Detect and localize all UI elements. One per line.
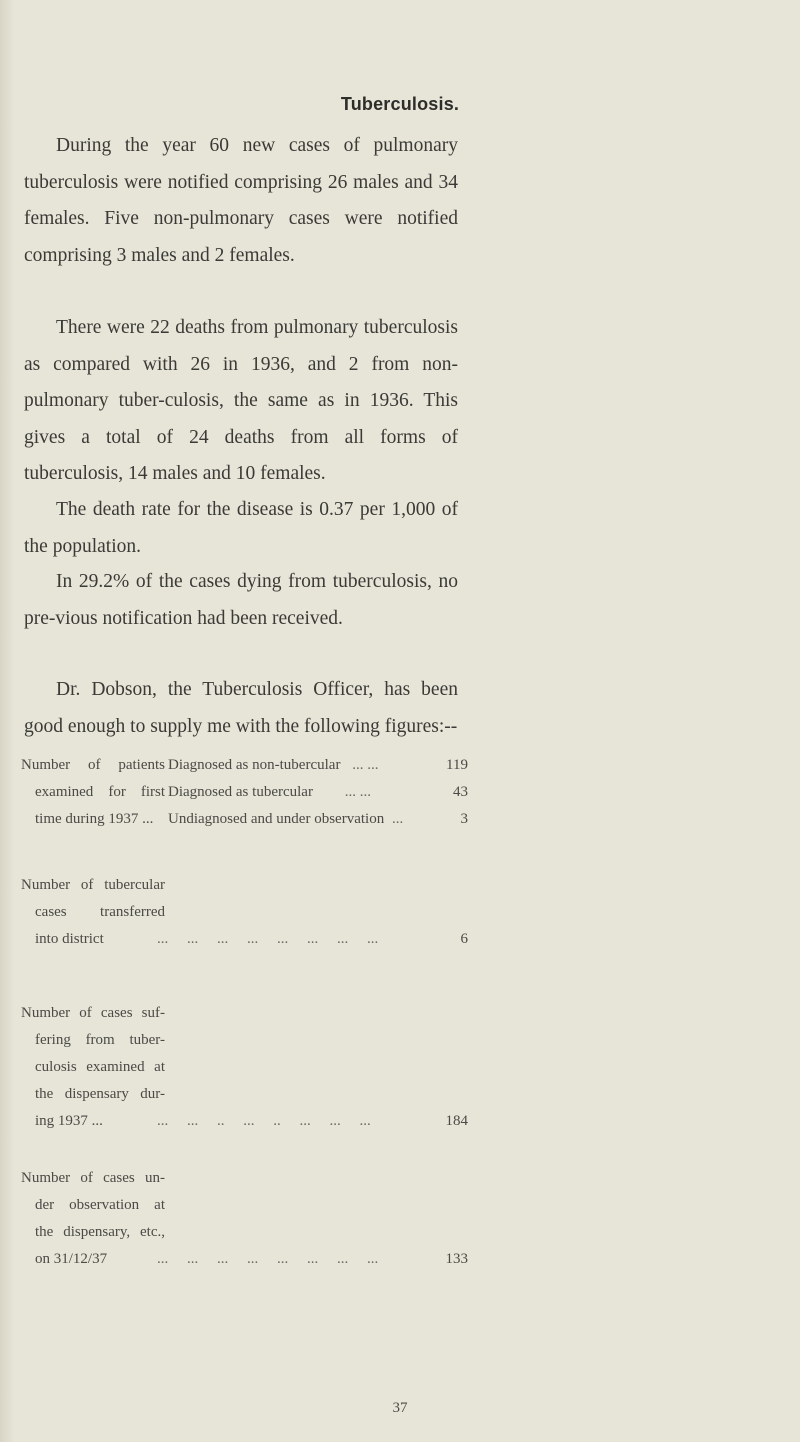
page-edge-shadow [0,0,14,1442]
sub-item-value: 43 [453,784,468,800]
leader-dots: ... [391,811,404,827]
figures-dispensary-examined [21,1000,468,1135]
leader-dots: ... ... ... ... ... ... ... ... [157,931,379,947]
row-label-line: the dispensary dur- [35,1086,165,1102]
row-label-line: into district [35,931,104,947]
row-label-line: fering from tuber- [35,1032,165,1048]
paragraph-no-notification [24,564,458,637]
paragraph-death-rate [24,492,458,565]
sub-item-non-tubercular [168,752,468,779]
leader-dots: ... ... .. ... .. ... ... ... [157,1113,371,1129]
figure-value: 133 [445,1251,468,1267]
paragraph-text: There were 22 deaths from pulmonary tuberculosis as compared with 26 in 1936, and 2 from non-pulmonary tuber-culosis, the same as in 1936. This gives a total of 24 deaths from all forms of tuberculosis, 14 males and 10 females. [24,317,458,484]
total-row [157,926,468,953]
leader-dots: ... ... [344,784,371,800]
paragraph-new-cases [24,128,458,274]
paragraph-text: Dr. Dobson, the Tuberculosis Officer, has been good enough to supply me with the following figures:-- [24,679,458,737]
row-label-line: Number of tubercular [21,877,165,893]
row-label-line: Number of cases suf- [21,1005,165,1021]
row-label-line: cases transferred [35,904,165,920]
sub-item-undiagnosed [168,806,468,833]
sub-item-value: 119 [446,757,468,773]
figure-value: 184 [445,1113,468,1129]
sub-item-label: Undiagnosed and under observation [168,811,385,827]
paragraph-text: In 29.2% of the cases dying from tuberculosis, no pre-vious notification had been received. [24,571,458,629]
page-title: Tuberculosis. [340,94,460,114]
leader-dots: ... ... [352,757,379,773]
leader-dots: ... ... ... ... ... ... ... ... [157,1251,379,1267]
sub-item-value: 3 [460,811,468,827]
row-label-line: der observation at [35,1197,165,1213]
paragraph-text: The death rate for the disease is 0.37 per 1,000 of the population. [24,499,458,557]
total-row [157,1108,468,1135]
figure-value: 6 [460,931,468,947]
paragraph-dr-dobson [24,672,458,745]
figures-patients-examined [21,752,468,833]
total-row [157,1246,468,1273]
row-label-line: Number of cases un- [21,1170,165,1186]
sub-item-label: Diagnosed as non-tubercular [168,757,341,773]
paragraph-deaths [24,310,458,493]
paragraph-text: During the year 60 new cases of pulmonary tuberculosis were notified comprising 26 males and 34 females. Five non-pulmonary cases were notified comprising 3 males and 2 females. [24,135,458,266]
row-label-line: the dispensary, etc., [35,1224,165,1240]
figures-under-observation [21,1165,468,1273]
row-label-line: Number of patients [21,757,165,773]
row-label-line: time during 1937 ... [35,811,154,827]
sub-item-tubercular [168,779,468,806]
row-label-line: on 31/12/37 [35,1251,108,1267]
page-number: 37 [392,1400,408,1416]
figures-transferred-cases [21,872,468,953]
sub-item-label: Diagnosed as tubercular [168,784,313,800]
row-label-line: examined for first [35,784,165,800]
row-label-line: culosis examined at [35,1059,165,1075]
row-label-line: ing 1937 ... [35,1113,103,1129]
